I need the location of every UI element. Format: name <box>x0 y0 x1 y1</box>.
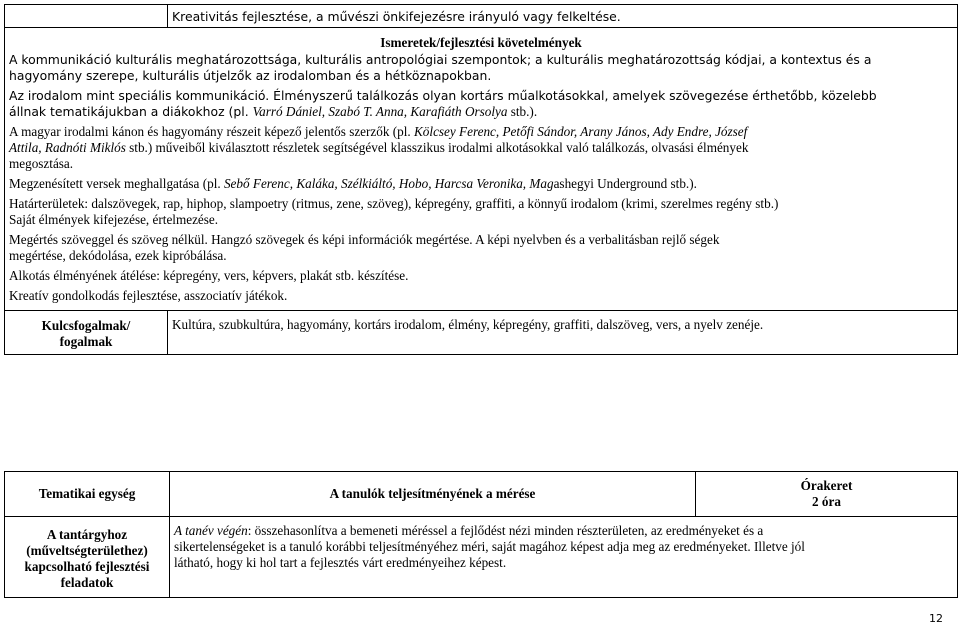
text-span: stb.). <box>507 104 538 119</box>
term-italic: A tanév végén <box>174 523 248 538</box>
keywords-text: Kultúra, szubkultúra, hagyomány, kortárs irodalom, élmény, képregény, graffiti, dalszöveg, vers, a nyelv zenéje. <box>172 317 764 332</box>
tasks-text-cell <box>170 517 958 598</box>
text-line: A kommunikáció kulturális meghatározottsága, kulturális antropológiai szempontok; a kulturális meghatározottság kódjai, a kontextus és a <box>9 52 872 67</box>
authors-italic: Attila, Radnóti Miklós <box>9 140 126 155</box>
keywords-label: Kulcsfogalmak/ <box>41 318 131 333</box>
measure-header-cell <box>170 472 696 517</box>
paragraph-6 <box>9 232 953 264</box>
paragraph-3 <box>9 124 953 172</box>
curriculum-table <box>4 4 958 355</box>
page-number: 12 <box>929 612 943 625</box>
unit-header: Tematikai egység <box>38 486 136 501</box>
keywords-label-cell <box>5 311 168 355</box>
paragraph-1 <box>9 52 953 84</box>
hours-value: 2 óra <box>812 494 841 509</box>
paragraph-4 <box>9 176 953 192</box>
paragraph-7 <box>9 268 953 284</box>
tasks-label: kapcsolható fejlesztési <box>24 559 150 574</box>
text-line: Kreatív gondolkodás fejlesztése, asszociatív játékok. <box>9 288 288 303</box>
paragraph-8 <box>9 288 953 304</box>
text-line: Megértés szöveggel és szöveg nélkül. Hangzó szövegek és képi információk megértése. A képi nyelvben és a verbalitásban rejlő ségek <box>9 232 720 247</box>
keywords-cell <box>168 311 958 355</box>
performers-italic: Sebő Ferenc, Kaláka, Szélkiáltó, Hobo, Harcsa Veronika, Mag <box>223 176 554 191</box>
hours-label: Órakeret <box>800 478 853 493</box>
text-span: A magyar irodalmi kánon és hagyomány részeit képező jelentős szerzők (pl. <box>9 124 415 139</box>
text-line: sikertelenségeket is a tanuló korábbi teljesítményéhez méri, saját magához képest adja meg az eredményeket. Illetve jól <box>174 539 805 554</box>
paragraph-5 <box>9 196 953 228</box>
tasks-label-cell <box>5 517 170 598</box>
top-row-text: Kreativitás fejlesztése, a művészi önkifejezésre irányuló vagy felkeltése. <box>172 9 621 24</box>
authors-italic: Kölcsey Ferenc, Petőfi Sándor, Arany János, Ady Endre, József <box>414 124 748 139</box>
text-span: Megzenésített versek meghallgatása (pl. <box>9 176 224 191</box>
hours-header-cell <box>696 472 958 517</box>
text-line: hagyomány szerepe, kulturális útjelzők az irodalomban és a hétköznapokban. <box>9 68 492 83</box>
text-line: Az irodalom mint speciális kommunikáció. Élményszerű találkozás olyan kortárs műalkotásokkal, amelyek szövegezése érthetőbb, közelebb <box>9 88 877 103</box>
text-line: látható, hogy ki hol tart a fejlesztés várt eredményeihez képest. <box>174 555 507 570</box>
keywords-label: fogalmak <box>59 334 113 349</box>
requirements-cell <box>5 28 958 311</box>
text-line: megosztása. <box>9 156 74 171</box>
authors-italic: Varró Dániel, Szabó T. Anna, Karafiáth Orsolya <box>252 104 508 119</box>
unit-header-cell <box>5 472 170 517</box>
tasks-label: A tantárgyhoz <box>46 527 128 542</box>
text-span: ashegyi Underground stb.). <box>553 176 697 191</box>
text-span: állnak tematikájukban a diákokhoz (pl. <box>9 104 253 119</box>
tasks-label: (műveltségterülethez) <box>26 543 148 558</box>
text-line: Alkotás élményének átélése: képregény, vers, képvers, plakát stb. készítése. <box>9 268 409 283</box>
top-row-cell <box>168 5 958 28</box>
paragraph-2 <box>9 88 953 120</box>
unit-table <box>4 471 958 598</box>
empty-cell <box>5 5 168 28</box>
section-heading: Ismeretek/fejlesztési követelmények <box>380 35 582 50</box>
measure-header: A tanulók teljesítményének a mérése <box>329 486 536 501</box>
text-line: Saját élmények kifejezése, értelmezése. <box>9 212 219 227</box>
tasks-label: feladatok <box>60 575 114 590</box>
text-line: Határterületek: dalszövegek, rap, hiphop, slampoetry (ritmus, zene, szöveg), képregény, graffiti, a könnyű irodalom (krimi, szerelmes regény stb.) <box>9 196 779 211</box>
text-span: : összehasonlítva a bemeneti méréssel a fejlődést nézi minden részterületen, az eredményeket és a <box>247 523 764 538</box>
text-line: megértése, dekódolása, ezek kipróbálása. <box>9 248 227 263</box>
text-span: stb.) műveiből kiválasztott részletek segítségével klasszikus irodalmi alkotásokkal való találkozás, olvasási élmények <box>125 140 749 155</box>
